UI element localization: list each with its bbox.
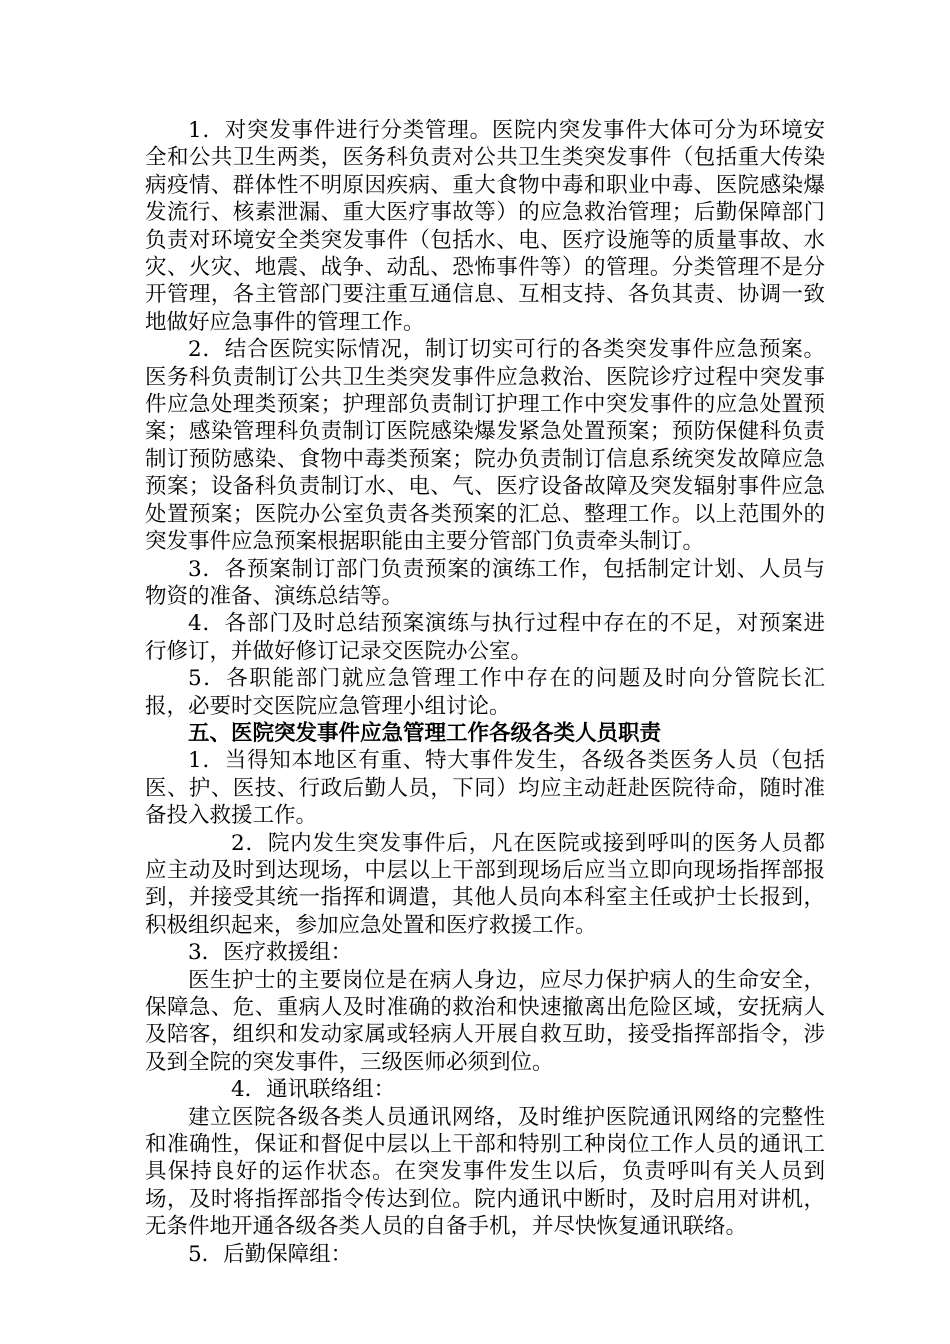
paragraph-reporting: 5．各职能部门就应急管理工作中存在的问题及时向分管院长汇报，必要时交医院应急管理小组讨论。 — [145, 666, 825, 719]
paragraph-medical-rescue: 医生护士的主要岗位是在病人身边，应尽力保护病人的生命安全，保障急、危、重病人及时准确的救治和快速撤离出危险区域，安抚病人及陪客，组织和发动家属或轻病人开展自救互助，接受指挥部指令，涉及到全院的突发事件，三级医师必须到位。 — [145, 967, 825, 1075]
paragraph-emergency-plans: 2．结合医院实际情况，制订切实可行的各类突发事件应急预案。医务科负责制订公共卫生类突发事件应急救治、医院诊疗过程中突发事件应急处理类预案；护理部负责制订护理工作中突发事件的应急处置预案；感染管理科负责制订医院感染爆发紧急处置预案；预防保健科负责制订预防感染、食物中毒类预案；院办负责制订信息系统突发故障应急预案；设备科负责制订水、电、气、医疗设备故障及突发辐射事件应急处置预案；医院办公室负责各类预案的汇总、整理工作。以上范围外的突发事件应急预案根据职能由主要分管部门负责牵头制订。 — [145, 337, 825, 555]
paragraph-classified-management: 1．对突发事件进行分类管理。医院内突发事件大体可分为环境安全和公共卫生两类，医务科负责对公共卫生类突发事件（包括重大传染病疫情、群体性不明原因疾病、重大食物中毒和职业中毒、医院感染爆发流行、核素泄漏、重大医疗事故等）的应急救治管理；后勤保障部门负责对环境安全类突发事件（包括水、电、医疗设施等的质量事故、水灾、火灾、地震、战争、动乱、恐怖事件等）的管理。分类管理不是分开管理，各主管部门要注重互通信息、互相支持、各负其责、协调一致地做好应急事件的管理工作。 — [145, 118, 825, 335]
paragraph-duty-2: 2．院内发生突发事件后，凡在医院或接到呼叫的医务人员都应主动及时到达现场，中层以上干部到现场后应当立即向现场指挥部报到，并接受其统一指挥和调遣，其他人员向本科室主任或护士长报到，积极组织起来，参加应急处置和医疗救援工作。 — [145, 830, 825, 938]
paragraph-plan-revision: 4．各部门及时总结预案演练与执行过程中存在的不足，对预案进行修订，并做好修订记录交医院办公室。 — [145, 611, 825, 664]
subheading-medical-rescue: 3．医疗救援组： — [188, 940, 353, 966]
paragraph-duty-1: 1．当得知本地区有重、特大事件发生，各级各类医务人员（包括医、护、医技、行政后勤人员，下同）均应主动赶赴医院待命，随时准备投入救援工作。 — [145, 748, 825, 829]
subheading-communication: 4．通讯联络组： — [231, 1077, 396, 1103]
subheading-logistics: 5．后勤保障组： — [188, 1241, 353, 1267]
section-heading-five: 五、医院突发事件应急管理工作各级各类人员职责 — [188, 720, 662, 746]
document-body — [145, 117, 825, 1268]
paragraph-drills: 3．各预案制订部门负责预案的演练工作，包括制定计划、人员与物资的准备、演练总结等。 — [145, 556, 825, 609]
paragraph-communication: 建立医院各级各类人员通讯网络，及时维护医院通讯网络的完整性和准确性，保证和督促中层以上干部和特别工种岗位工作人员的通讯工具保持良好的运作状态。在突发事件发生以后，负责呼叫有关人员到场，及时将指挥部指令传达到位。院内通讯中断时，及时启用对讲机，无条件地开通各级各类人员的自备手机，并尽快恢复通讯联络。 — [145, 1104, 825, 1240]
